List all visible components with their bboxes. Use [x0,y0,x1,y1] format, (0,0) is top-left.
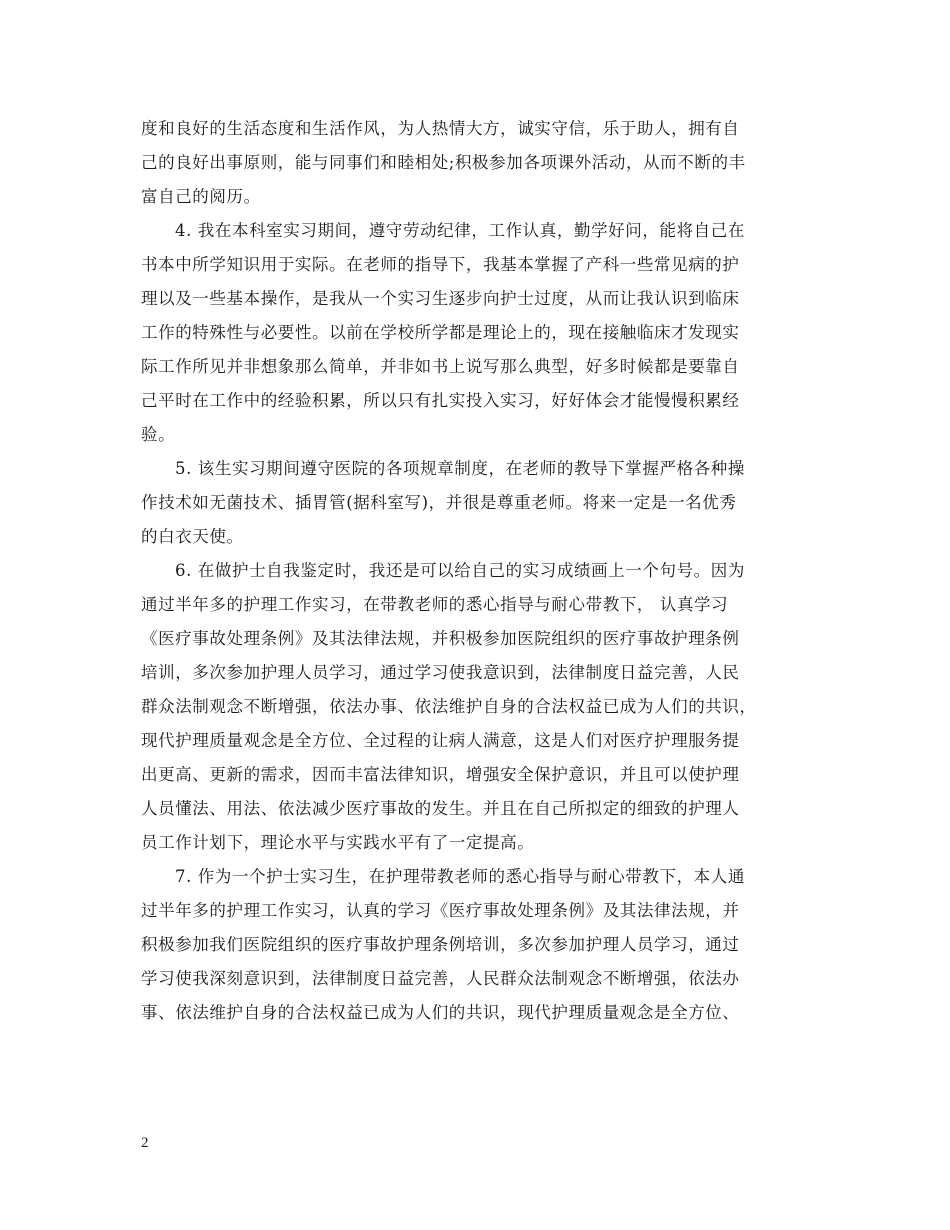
text-line: 度和良好的生活态度和生活作风，为人热情大方，诚实守信，乐于助人，拥有自 [141,119,740,138]
text-line: 出更高、更新的需求，因而丰富法律知识，增强安全保护意识，并且可以使护理 [141,765,740,784]
text-line: 工作的特殊性与必要性。以前在学校所学都是理论上的，现在接触临床才发现实 [141,323,740,342]
text-line: 通过半年多的护理工作实习，在带教老师的悉心指导与耐心带教下， 认真学习 [141,595,729,614]
text-line: 《医疗事故处理条例》及其法律法规，并积极参加医院组织的医疗事故护理条例 [141,629,740,648]
text-line: 理以及一些基本操作，是我从一个实习生逐步向护士过度，从而让我认识到临床 [141,289,740,308]
text-line: 际工作所见并非想象那么简单，并非如书上说写那么典型，好多时候都是要靠自 [141,357,740,376]
text-line: 己平时在工作中的经验积累，所以只有扎实投入实习，好好体会才能慢慢积累经 [141,391,740,410]
text-line: 人员懂法、用法、依法减少医疗事故的发生。并且在自己所拟定的细致的护理人 [141,799,740,818]
text-line: 群众法制观念不断增强，依法办事、依法维护自身的合法权益已成为人们的共识， [141,697,757,716]
paragraph-first-line: 5. 该生实习期间遵守医院的各项规章制度，在老师的教导下掌握严格各种操 [175,459,745,478]
text-line: 培训，多次参加护理人员学习，通过学习使我意识到，法律制度日益完善，人民 [141,663,740,682]
text-line: 富自己的阅历。 [141,187,261,206]
paragraph-first-line: 6. 在做护士自我鉴定时，我还是可以给自己的实习成绩画上一个句号。因为 [175,561,745,580]
text-line: 作技术如无菌技术、插胃管(据科室写)，并很是尊重老师。将来一定是一名优秀 [141,493,737,512]
text-line: 过半年多的护理工作实习，认真的学习《医疗事故处理条例》及其法律法规，并 [141,901,740,920]
text-line: 己的良好出事原则，能与同事们和睦相处;积极参加各项课外活动，从而不断的丰 [141,153,746,172]
text-line: 员工作计划下，理论水平与实践水平有了一定提高。 [141,833,535,852]
text-line: 学习使我深刻意识到，法律制度日益完善，人民群众法制观念不断增强，依法办 [141,969,740,988]
text-line: 积极参加我们医院组织的医疗事故护理条例培训，多次参加护理人员学习，通过 [141,935,740,954]
text-line: 书本中所学知识用于实际。在老师的指导下，我基本掌握了产科一些常见病的护 [141,255,740,274]
document-body [141,112,823,1030]
paragraph-first-line: 4. 我在本科室实习期间，遵守劳动纪律，工作认真，勤学好问，能将自己在 [175,221,745,240]
text-line: 现代护理质量观念是全方位、全过程的让病人满意，这是人们对医疗护理服务提 [141,731,740,750]
text-line: 事、依法维护自身的合法权益已成为人们的共识，现代护理质量观念是全方位、 [141,1003,740,1022]
text-line: 的白衣天使。 [141,527,244,546]
paragraph-first-line: 7. 作为一个护士实习生，在护理带教老师的悉心指导与耐心带教下，本人通 [175,867,745,886]
text-line: 验。 [141,425,176,444]
page-number: 2 [141,1135,149,1151]
